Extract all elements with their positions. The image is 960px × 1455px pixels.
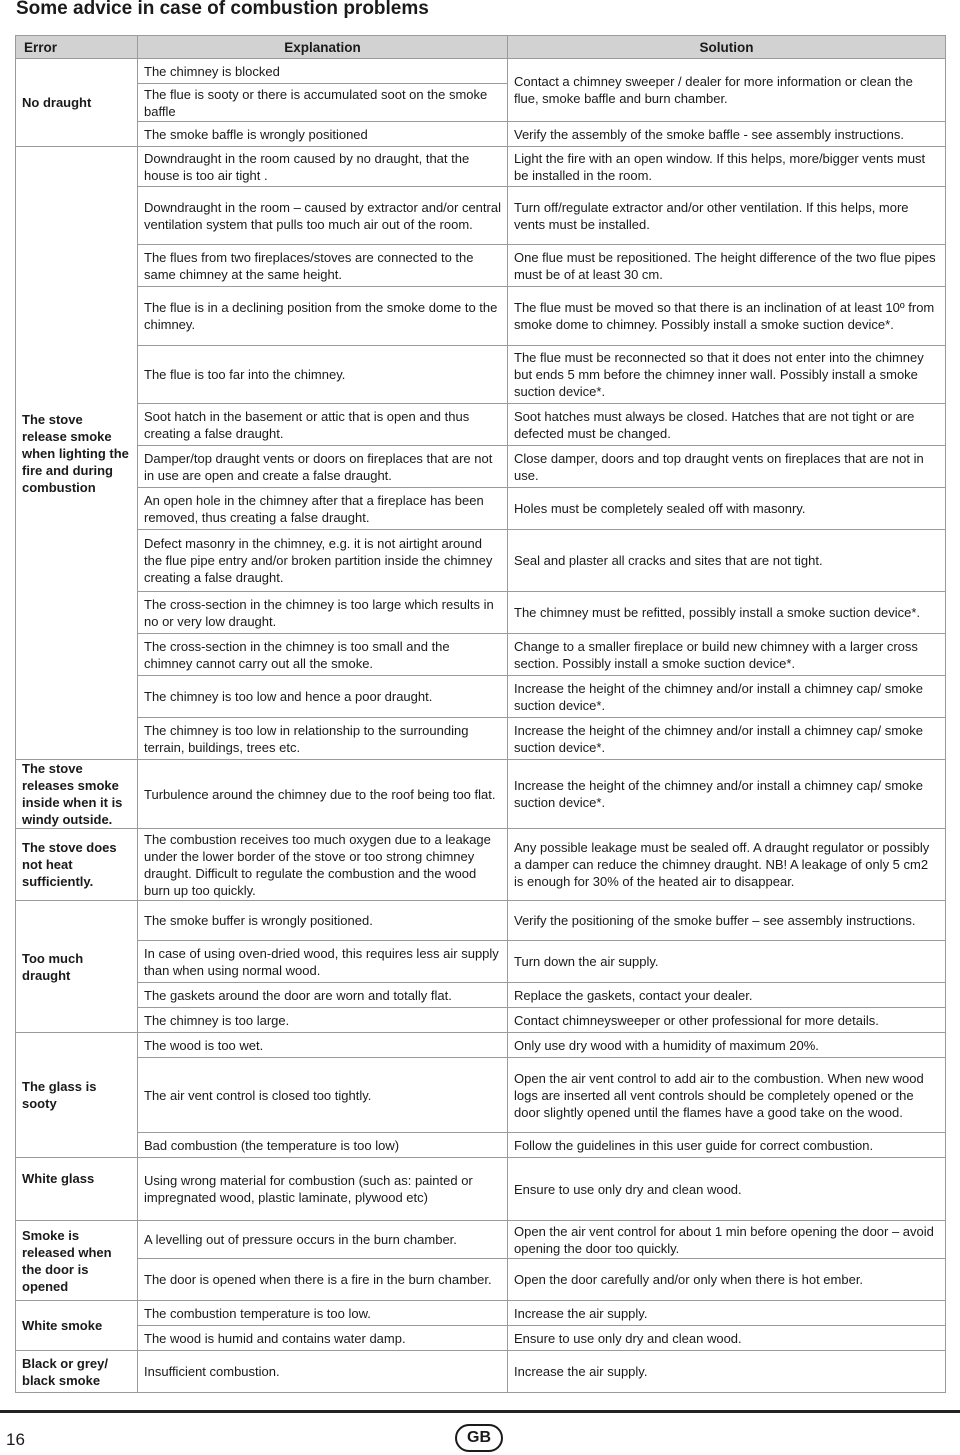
- explanation-cell: The flue is too far into the chimney.: [138, 346, 508, 404]
- table-row: [16, 718, 946, 760]
- table-row: [16, 1301, 946, 1326]
- table-row: [16, 446, 946, 488]
- explanation-cell: The door is opened when there is a fire in the burn chamber.: [138, 1259, 508, 1301]
- solution-cell: One flue must be repositioned. The height difference of the two flue pipes must be of at least 30 cm.: [508, 245, 946, 287]
- explanation-cell: The gaskets around the door are worn and totally flat.: [138, 983, 508, 1008]
- solution-cell: Increase the air supply.: [508, 1301, 946, 1326]
- explanation-cell: The flue is in a declining position from the smoke dome to the chimney.: [138, 287, 508, 346]
- explanation-cell: The cross-section in the chimney is too small and the chimney cannot carry out all the smoke.: [138, 634, 508, 676]
- solution-cell: Turn off/regulate extractor and/or other ventilation. If this helps, more vents must be installed.: [508, 187, 946, 245]
- table-row: [16, 346, 946, 404]
- error-too-much-draught: Too much draught: [16, 901, 138, 1033]
- explanation-cell: Downdraught in the room caused by no draught, that the house is too air tight .: [138, 147, 508, 187]
- explanation-cell: The smoke buffer is wrongly positioned.: [138, 901, 508, 941]
- solution-cell: Open the air vent control to add air to the combustion. When new wood logs are inserted all vent controls should be completely opened or the door slightly opened until the flames have a good take on the wood.: [508, 1058, 946, 1133]
- error-glass-sooty: The glass is sooty: [16, 1033, 138, 1158]
- explanation-cell: The flues from two fireplaces/stoves are connected to the same chimney at the same height.: [138, 245, 508, 287]
- solution-cell: Turn down the air supply.: [508, 941, 946, 983]
- explanation-cell: The smoke baffle is wrongly positioned: [138, 122, 508, 147]
- explanation-cell: Soot hatch in the basement or attic that is open and thus creating a false draught.: [138, 404, 508, 446]
- solution-cell: Increase the height of the chimney and/or install a chimney cap/ smoke suction device*.: [508, 718, 946, 760]
- solution-cell: Replace the gaskets, contact your dealer.: [508, 983, 946, 1008]
- explanation-cell: In case of using oven-dried wood, this requires less air supply than when using normal wood.: [138, 941, 508, 983]
- error-no-draught: No draught: [16, 59, 138, 147]
- solution-cell: Holes must be completely sealed off with masonry.: [508, 488, 946, 530]
- table-row: [16, 941, 946, 983]
- table-row: [16, 634, 946, 676]
- table-row: [16, 1158, 946, 1221]
- error-release-smoke: The stove release smoke when lighting the fire and during combustion: [16, 147, 138, 760]
- table-row: [16, 187, 946, 245]
- explanation-cell: The wood is humid and contains water damp.: [138, 1326, 508, 1351]
- table-row: [16, 760, 946, 829]
- explanation-cell: The combustion receives too much oxygen due to a leakage under the lower border of the stove or too strong chimney draught. Difficult to regulate the combustion and the wood burn up too quickly.: [138, 829, 508, 901]
- page-number: 16: [6, 1430, 25, 1449]
- header-explanation: Explanation: [138, 36, 508, 59]
- explanation-cell: The flue is sooty or there is accumulated soot on the smoke baffle: [138, 84, 508, 122]
- explanation-cell: A levelling out of pressure occurs in the burn chamber.: [138, 1221, 508, 1259]
- table-row: [16, 404, 946, 446]
- table-row: [16, 901, 946, 941]
- explanation-cell: The chimney is too low in relationship to the surrounding terrain, buildings, trees etc.: [138, 718, 508, 760]
- table-row: [16, 122, 946, 147]
- header-solution: Solution: [508, 36, 946, 59]
- solution-cell: Verify the positioning of the smoke buffer – see assembly instructions.: [508, 901, 946, 941]
- solution-cell: Increase the height of the chimney and/or install a chimney cap/ smoke suction device*.: [508, 760, 946, 829]
- solution-cell: Contact a chimney sweeper / dealer for more information or clean the flue, smoke baffle and burn chamber.: [508, 59, 946, 122]
- explanation-cell: The air vent control is closed too tightly.: [138, 1058, 508, 1133]
- solution-cell: Close damper, doors and top draught vents on fireplaces that are not in use.: [508, 446, 946, 488]
- solution-cell: The chimney must be refitted, possibly install a smoke suction device*.: [508, 592, 946, 634]
- language-badge: GB: [455, 1424, 503, 1452]
- combustion-advice-table: [15, 35, 946, 1393]
- solution-cell: Verify the assembly of the smoke baffle - see assembly instructions.: [508, 122, 946, 147]
- table-row: [16, 592, 946, 634]
- table-row: [16, 1033, 946, 1058]
- solution-cell: The flue must be reconnected so that it does not enter into the chimney but ends 5 mm before the chimney inner wall. Possibly install a smoke suction device*.: [508, 346, 946, 404]
- explanation-cell: Insufficient combustion.: [138, 1351, 508, 1393]
- solution-cell: Open the door carefully and/or only when there is hot ember.: [508, 1259, 946, 1301]
- explanation-cell: The chimney is too low and hence a poor draught.: [138, 676, 508, 718]
- table-row: [16, 59, 946, 84]
- solution-cell: Soot hatches must always be closed. Hatches that are not tight or are defected must be changed.: [508, 404, 946, 446]
- table-row: [16, 530, 946, 592]
- table-row: [16, 287, 946, 346]
- explanation-cell: Damper/top draught vents or doors on fireplaces that are not in use are open and create a false draught.: [138, 446, 508, 488]
- solution-cell: Follow the guidelines in this user guide for correct combustion.: [508, 1133, 946, 1158]
- solution-cell: Increase the air supply.: [508, 1351, 946, 1393]
- table-row: [16, 1133, 946, 1158]
- solution-cell: The flue must be moved so that there is an inclination of at least 10º from smoke dome to chimney. Possibly install a smoke suction device*.: [508, 287, 946, 346]
- explanation-cell: Defect masonry in the chimney, e.g. it is not airtight around the flue pipe entry and/or broken partition inside the chimney creating a false draught.: [138, 530, 508, 592]
- table-header-row: [16, 36, 946, 59]
- table-row: [16, 1351, 946, 1393]
- explanation-cell: The chimney is blocked: [138, 59, 508, 84]
- explanation-cell: The wood is too wet.: [138, 1033, 508, 1058]
- table-row: [16, 245, 946, 287]
- error-white-glass: White glass: [16, 1158, 138, 1221]
- error-not-heat: The stove does not heat sufficiently.: [16, 829, 138, 901]
- table-row: [16, 829, 946, 901]
- explanation-cell: The chimney is too large.: [138, 1008, 508, 1033]
- solution-cell: Only use dry wood with a humidity of maximum 20%.: [508, 1033, 946, 1058]
- explanation-cell: Bad combustion (the temperature is too low): [138, 1133, 508, 1158]
- explanation-cell: An open hole in the chimney after that a fireplace has been removed, thus creating a false draught.: [138, 488, 508, 530]
- table-row: [16, 488, 946, 530]
- explanation-cell: Using wrong material for combustion (such as: painted or impregnated wood, plastic laminate, plywood etc): [138, 1158, 508, 1221]
- explanation-cell: Turbulence around the chimney due to the roof being too flat.: [138, 760, 508, 829]
- error-black-smoke: Black or grey/ black smoke: [16, 1351, 138, 1393]
- explanation-cell: The cross-section in the chimney is too large which results in no or very low draught.: [138, 592, 508, 634]
- table-row: [16, 1259, 946, 1301]
- table-row: [16, 1008, 946, 1033]
- explanation-cell: Downdraught in the room – caused by extractor and/or central ventilation system that pulls too much air out of the room.: [138, 187, 508, 245]
- error-white-smoke: White smoke: [16, 1301, 138, 1351]
- table-row: [16, 147, 946, 187]
- solution-cell: Seal and plaster all cracks and sites that are not tight.: [508, 530, 946, 592]
- table-row: [16, 1221, 946, 1259]
- footer-divider: [0, 1410, 960, 1413]
- table-row: [16, 676, 946, 718]
- solution-cell: Change to a smaller fireplace or build new chimney with a larger cross section. Possibly install a smoke suction device*.: [508, 634, 946, 676]
- page-title: Some advice in case of combustion problems: [16, 0, 429, 19]
- explanation-cell: The combustion temperature is too low.: [138, 1301, 508, 1326]
- table-row: [16, 1326, 946, 1351]
- solution-cell: Increase the height of the chimney and/or install a chimney cap/ smoke suction device*.: [508, 676, 946, 718]
- solution-cell: Light the fire with an open window. If this helps, more/bigger vents must be installed in the room.: [508, 147, 946, 187]
- solution-cell: Any possible leakage must be sealed off. A draught regulator or possibly a damper can reduce the chimney draught. NB! A leakage of only 5 cm2 is enough for 30% of the heated air to disappear.: [508, 829, 946, 901]
- table-row: [16, 1058, 946, 1133]
- solution-cell: Open the air vent control for about 1 min before opening the door – avoid opening the door too quickly.: [508, 1221, 946, 1259]
- error-smoke-door: Smoke is released when the door is opened: [16, 1221, 138, 1301]
- table-row: [16, 983, 946, 1008]
- solution-cell: Contact chimneysweeper or other professional for more details.: [508, 1008, 946, 1033]
- error-windy: The stove releases smoke inside when it is windy outside.: [16, 760, 138, 829]
- header-error: Error: [16, 36, 138, 59]
- solution-cell: Ensure to use only dry and clean wood.: [508, 1158, 946, 1221]
- solution-cell: Ensure to use only dry and clean wood.: [508, 1326, 946, 1351]
